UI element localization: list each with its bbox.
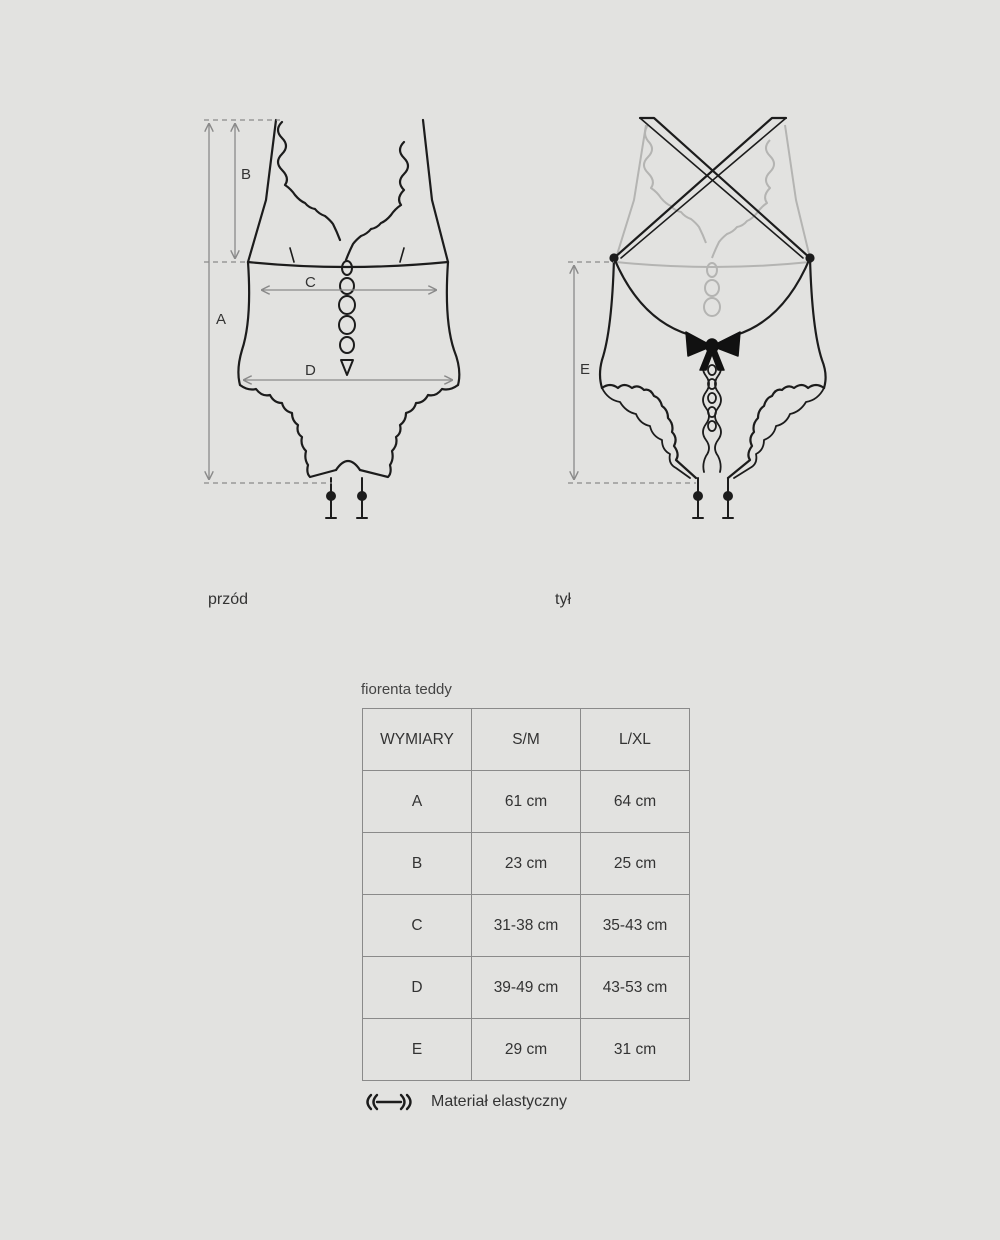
table-cell: A — [363, 771, 472, 833]
front-bead-chain — [339, 261, 355, 375]
back-leg-lace-right — [728, 385, 824, 478]
table-cell: 29 cm — [472, 1019, 581, 1081]
back-leg-lace-left — [602, 385, 696, 478]
table-title: fiorenta teddy — [361, 681, 452, 698]
table-row — [363, 833, 690, 895]
table-cell: 64 cm — [581, 771, 690, 833]
table-cell: 23 cm — [472, 833, 581, 895]
header-cell: L/XL — [581, 709, 690, 771]
front-leg-lace-left — [240, 385, 336, 477]
table-cell: E — [363, 1019, 472, 1081]
table-cell: C — [363, 895, 472, 957]
front-neckline-lace — [278, 122, 408, 260]
table-row — [363, 895, 690, 957]
elastic-arrows-icon — [362, 1092, 416, 1112]
dimension-label-e: E — [580, 361, 591, 378]
header-cell: S/M — [472, 709, 581, 771]
dimension-label-b: B — [241, 166, 252, 183]
table-cell: 31 cm — [581, 1019, 690, 1081]
dimension-label-d: D — [305, 362, 316, 379]
table-row — [363, 957, 690, 1019]
table-cell: D — [363, 957, 472, 1019]
front-garters — [326, 478, 367, 518]
back-view-faded-front — [616, 125, 810, 316]
table-cell: 25 cm — [581, 833, 690, 895]
front-view — [238, 120, 459, 518]
back-view-label: tył — [555, 591, 571, 608]
table-row — [363, 771, 690, 833]
dimension-label-a: A — [216, 311, 227, 328]
table-header-row — [363, 709, 690, 771]
table-row — [363, 1019, 690, 1081]
table-cell: 35-43 cm — [581, 895, 690, 957]
table-cell: 61 cm — [472, 771, 581, 833]
front-leg-lace-right — [360, 385, 458, 477]
back-garters — [693, 478, 733, 518]
dimension-label-c: C — [305, 274, 316, 291]
back-view — [600, 118, 826, 518]
table-cell: B — [363, 833, 472, 895]
table-cell: 43-53 cm — [581, 957, 690, 1019]
size-table — [362, 708, 690, 1081]
legend-text: Materiał elastyczny — [431, 1093, 568, 1110]
back-bead-chain — [708, 365, 716, 431]
header-cell: WYMIARY — [363, 709, 472, 771]
table-cell: 39-49 cm — [472, 957, 581, 1019]
legend — [362, 1092, 567, 1112]
front-view-label: przód — [208, 591, 249, 608]
garment-diagram — [0, 0, 1000, 560]
table-cell: 31-38 cm — [472, 895, 581, 957]
